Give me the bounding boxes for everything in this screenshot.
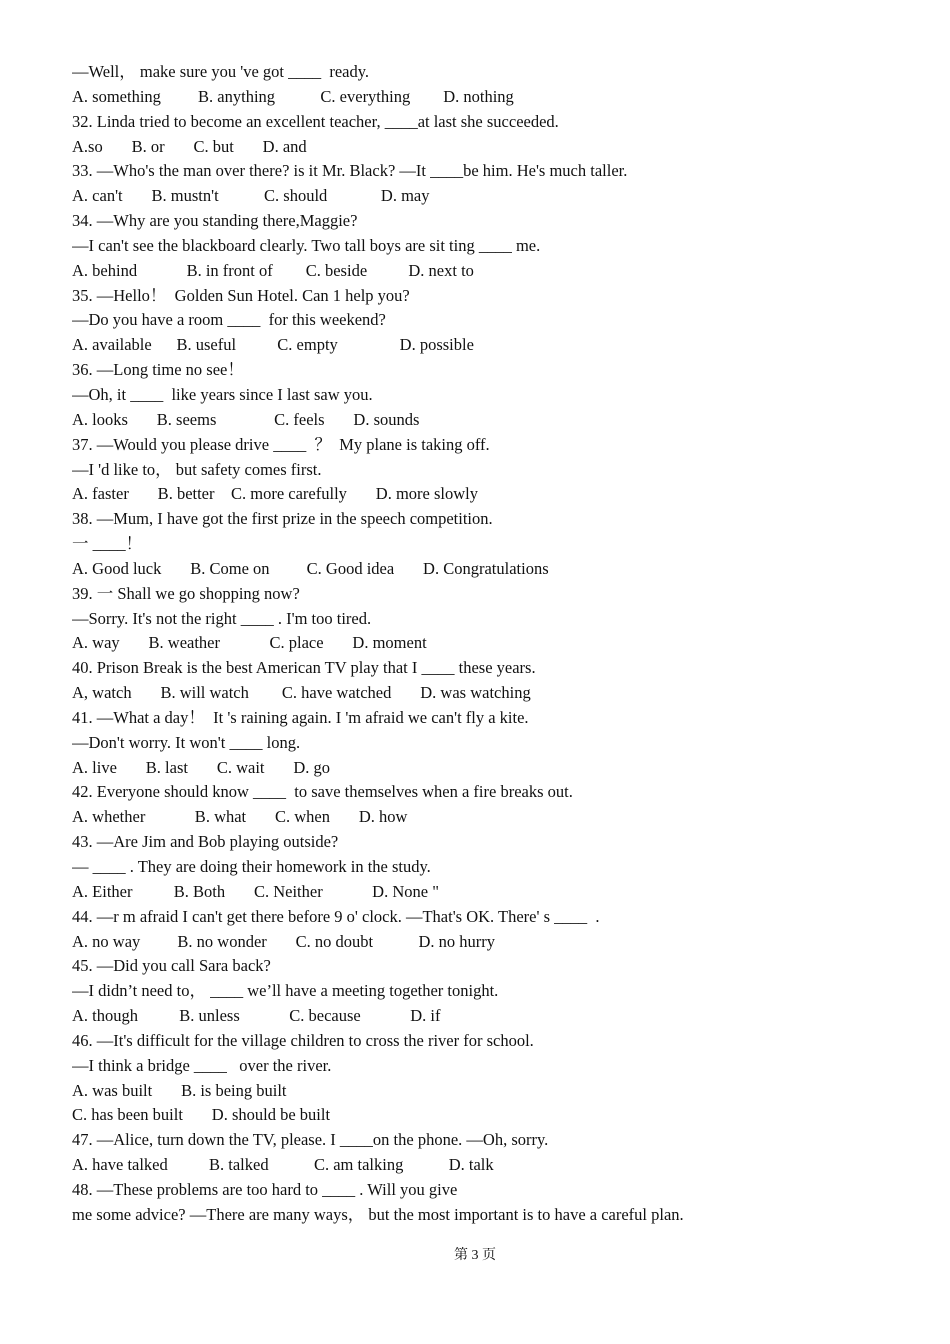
text-line: —I can't see the blackboard clearly. Two tall boys are sit ting ____ me. — [72, 235, 541, 255]
text-line: 39. 一 Shall we go shopping now? — [72, 583, 300, 603]
text-line: —I 'd like to， but safety comes first. — [72, 459, 322, 479]
text-line: A. can't B. mustn't C. should D. may — [72, 186, 430, 206]
text-line: A. was built B. is being built — [72, 1080, 287, 1100]
text-line: 42. Everyone should know ____ to save themselves when a fire breaks out. — [72, 782, 573, 802]
text-line: 41. —What a day！ It 's raining again. I 'm afraid we can't fly a kite. — [72, 707, 529, 727]
text-line: A. have talked B. talked C. am talking D. talk — [72, 1155, 494, 1175]
text-line: A. something B. anything C. everything D. nothing — [72, 86, 514, 106]
text-line: 40. Prison Break is the best American TV play that I ____ these years. — [72, 658, 536, 678]
text-line: A. way B. weather C. place D. moment — [72, 633, 427, 653]
text-line: A. though B. unless C. because D. if — [72, 1006, 441, 1026]
text-line: A. available B. useful C. empty D. possible — [72, 335, 474, 355]
text-line: —Don't worry. It won't ____ long. — [72, 732, 301, 752]
text-line: —Oh, it ____ like years since I last saw you. — [72, 384, 373, 404]
text-line: 一 ____！ — [72, 534, 143, 554]
text-line: —I didn’t need to， ____ we’ll have a meeting together tonight. — [72, 981, 499, 1001]
text-line: 44. —r m afraid I can't get there before 9 o' clock. —That's OK. There' s ____ . — [72, 906, 600, 926]
text-line: A. looks B. seems C. feels D. sounds — [72, 409, 420, 429]
text-line: 43. —Are Jim and Bob playing outside? — [72, 832, 339, 852]
text-line: 47. —Alice, turn down the TV, please. I ____on the phone. —Oh, sorry. — [72, 1130, 549, 1150]
text-line: A. whether B. what C. when D. how — [72, 807, 408, 827]
text-line: 33. —Who's the man over there? is it Mr. Black? —It ____be him. He's much taller. — [72, 161, 628, 181]
text-line: 48. —These problems are too hard to ____ . Will you give — [72, 1179, 458, 1199]
text-line: me some advice? —There are many ways， but the most important is to have a careful plan. — [72, 1204, 684, 1224]
text-line: 38. —Mum, I have got the first prize in the speech competition. — [72, 509, 493, 529]
text-line: A, watch B. will watch C. have watched D. was watching — [72, 683, 531, 703]
text-line: A. faster B. better C. more carefully D. more slowly — [72, 484, 478, 504]
page-number: 第 3 页 — [454, 1248, 496, 1263]
text-line: 46. —It's difficult for the village children to cross the river for school. — [72, 1030, 534, 1050]
text-line: 45. —Did you call Sara back? — [72, 956, 271, 976]
text-line: —Do you have a room ____ for this weekend? — [72, 310, 386, 330]
text-line: 37. —Would you please drive ____ ？ My plane is taking off. — [72, 434, 490, 454]
text-line: A. Good luck B. Come on C. Good idea D. Congratulations — [72, 558, 549, 578]
text-line: A. no way B. no wonder C. no doubt D. no hurry — [72, 931, 496, 951]
text-line: 34. —Why are you standing there,Maggie? — [72, 211, 358, 231]
text-line: 35. —Hello！ Golden Sun Hotel. Can 1 help you? — [72, 285, 410, 305]
text-line: A. live B. last C. wait D. go — [72, 757, 331, 777]
text-line: A. Either B. Both C. Neither D. None " — [72, 881, 439, 901]
text-line: A.so B. or C. but D. and — [72, 136, 307, 156]
text-line: — ____ . They are doing their homework in the study. — [72, 857, 431, 876]
text-line: —Well， make sure you 've got ____ ready. — [72, 62, 370, 81]
question-text-block — [72, 60, 912, 1228]
text-line: 36. —Long time no see！ — [72, 360, 244, 380]
text-line: 32. Linda tried to become an excellent teacher, ____at last she succeeded. — [72, 111, 559, 131]
text-line: C. has been built D. should be built — [72, 1105, 331, 1125]
text-line: —I think a bridge ____ over the river. — [72, 1055, 332, 1075]
text-line: A. behind B. in front of C. beside D. next to — [72, 260, 474, 280]
text-line: —Sorry. It's not the right ____ . I'm too tired. — [72, 608, 372, 628]
